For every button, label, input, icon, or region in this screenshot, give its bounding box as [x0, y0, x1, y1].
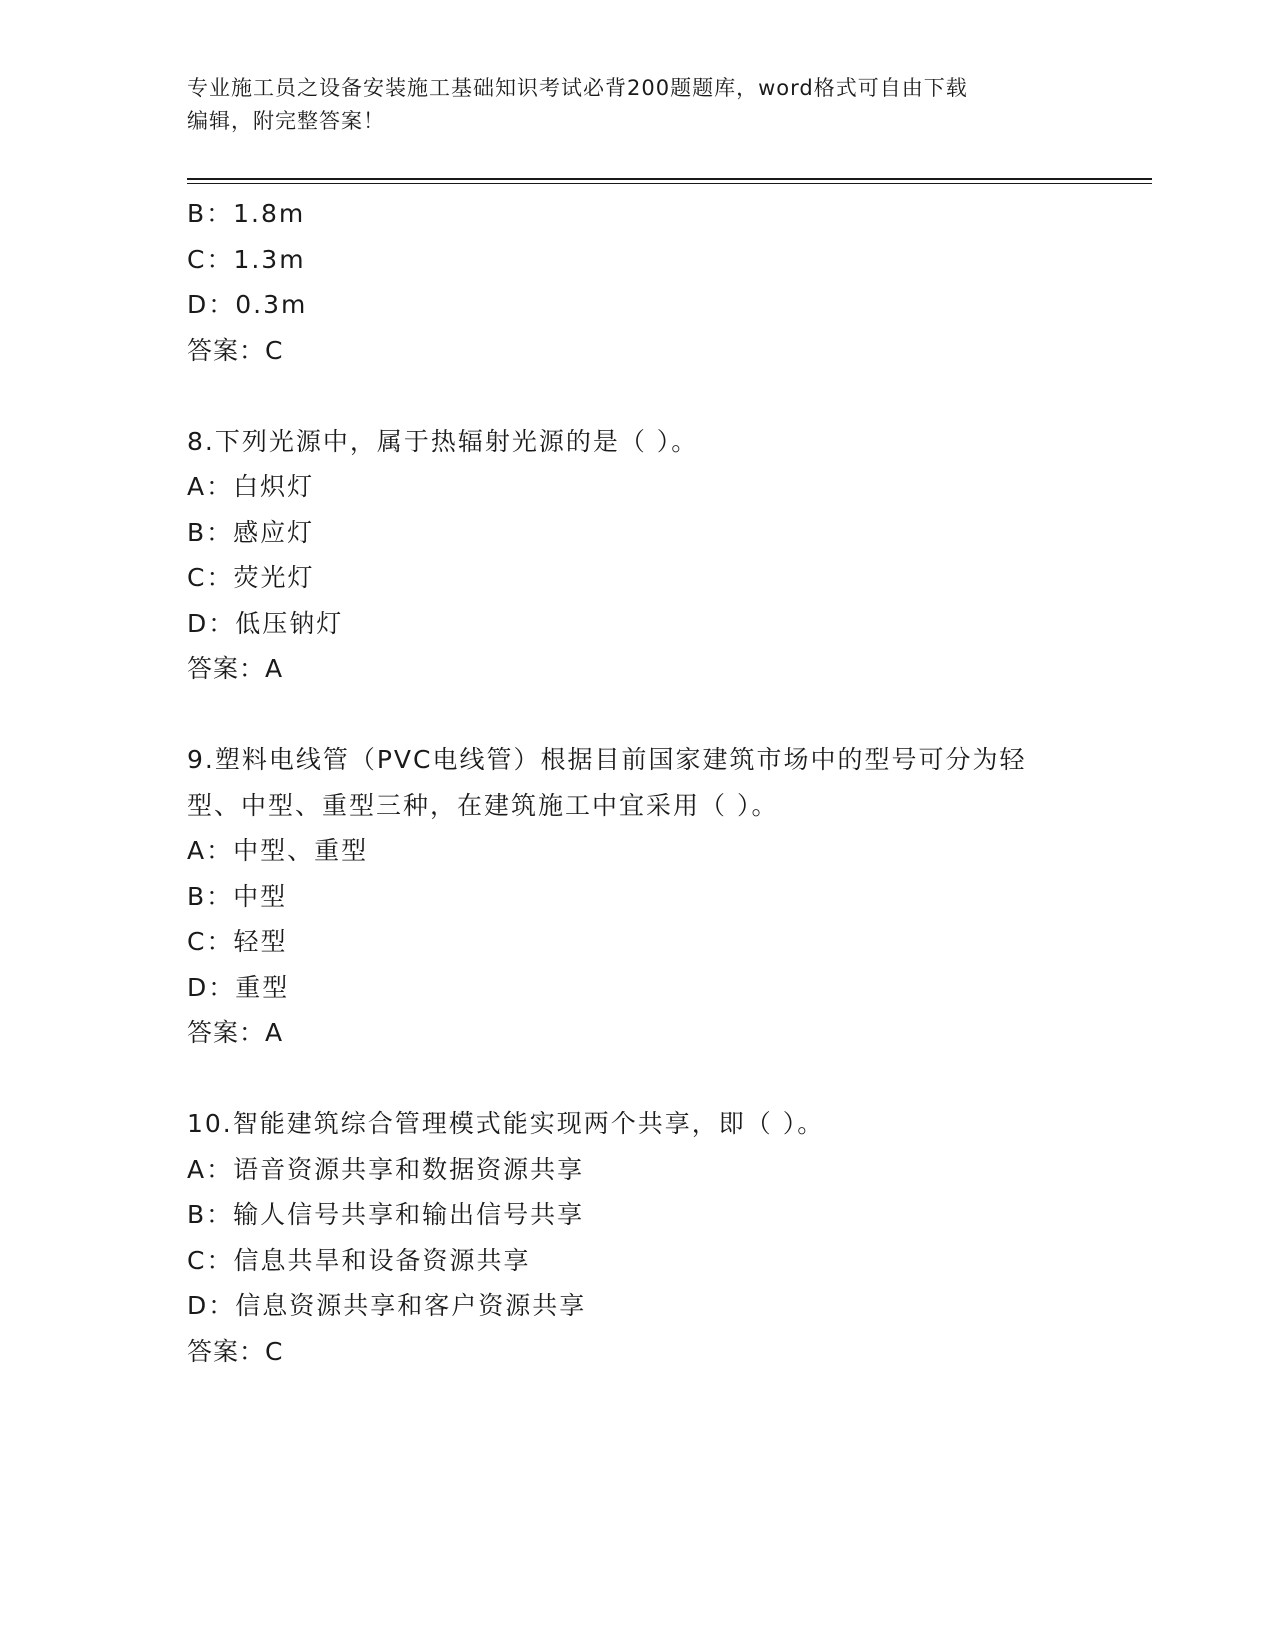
option-a: A：语音资源共享和数据资源共享 — [187, 1154, 585, 1184]
question-stem: 8.下列光源中，属于热辐射光源的是（ ）。 — [187, 426, 699, 456]
header-title-line-1: 专业施工员之设备安装施工基础知识考试必背200题题库，word格式可自由下载 — [187, 76, 968, 100]
answer-line: 答案：A — [187, 1018, 284, 1047]
question-stem-line-2: 型、中型、重型三种，在建筑施工中宜采用（ ）。 — [187, 790, 779, 820]
answer-line: 答案：C — [187, 335, 284, 365]
option-b: B：1.8m — [187, 199, 306, 228]
option-d: D：低压钠灯 — [187, 608, 344, 638]
option-a: A：白炽灯 — [187, 472, 315, 501]
question-block-10 — [187, 1101, 1087, 1374]
document-header — [187, 72, 1067, 138]
option-c: C：轻型 — [187, 927, 288, 956]
option-d: D：信息资源共享和客户资源共享 — [187, 1291, 587, 1320]
option-b: B：中型 — [187, 881, 288, 911]
option-b: B：感应灯 — [187, 517, 315, 547]
option-c: C：信息共旱和设备资源共享 — [187, 1245, 531, 1275]
option-d: D：重型 — [187, 972, 290, 1002]
spacer — [187, 1056, 1087, 1102]
question-block-8 — [187, 419, 1087, 692]
question-block-9 — [187, 737, 1087, 1056]
option-a: A：中型、重型 — [187, 836, 369, 865]
option-c: C：1.3m — [187, 244, 306, 274]
answer-line: 答案：A — [187, 654, 284, 683]
spacer — [187, 373, 1087, 419]
header-divider-thin — [187, 183, 1152, 184]
question-stem: 10.智能建筑综合管理模式能实现两个共享，即（ ）。 — [187, 1109, 825, 1138]
answer-line: 答案：C — [187, 1336, 284, 1366]
question-block-7 — [187, 191, 1087, 373]
header-title-line-2: 编辑，附完整答案！ — [187, 109, 385, 133]
question-stem-line-1: 9.塑料电线管（PVC电线管）根据目前国家建筑市场中的型号可分为轻 — [187, 745, 1027, 774]
option-b: B：输人信号共享和输出信号共享 — [187, 1200, 585, 1229]
option-d: D：0.3m — [187, 290, 308, 319]
header-divider-thick — [187, 178, 1152, 180]
option-c: C：荧光灯 — [187, 563, 315, 592]
question-list — [187, 191, 1087, 1374]
spacer — [187, 692, 1087, 738]
